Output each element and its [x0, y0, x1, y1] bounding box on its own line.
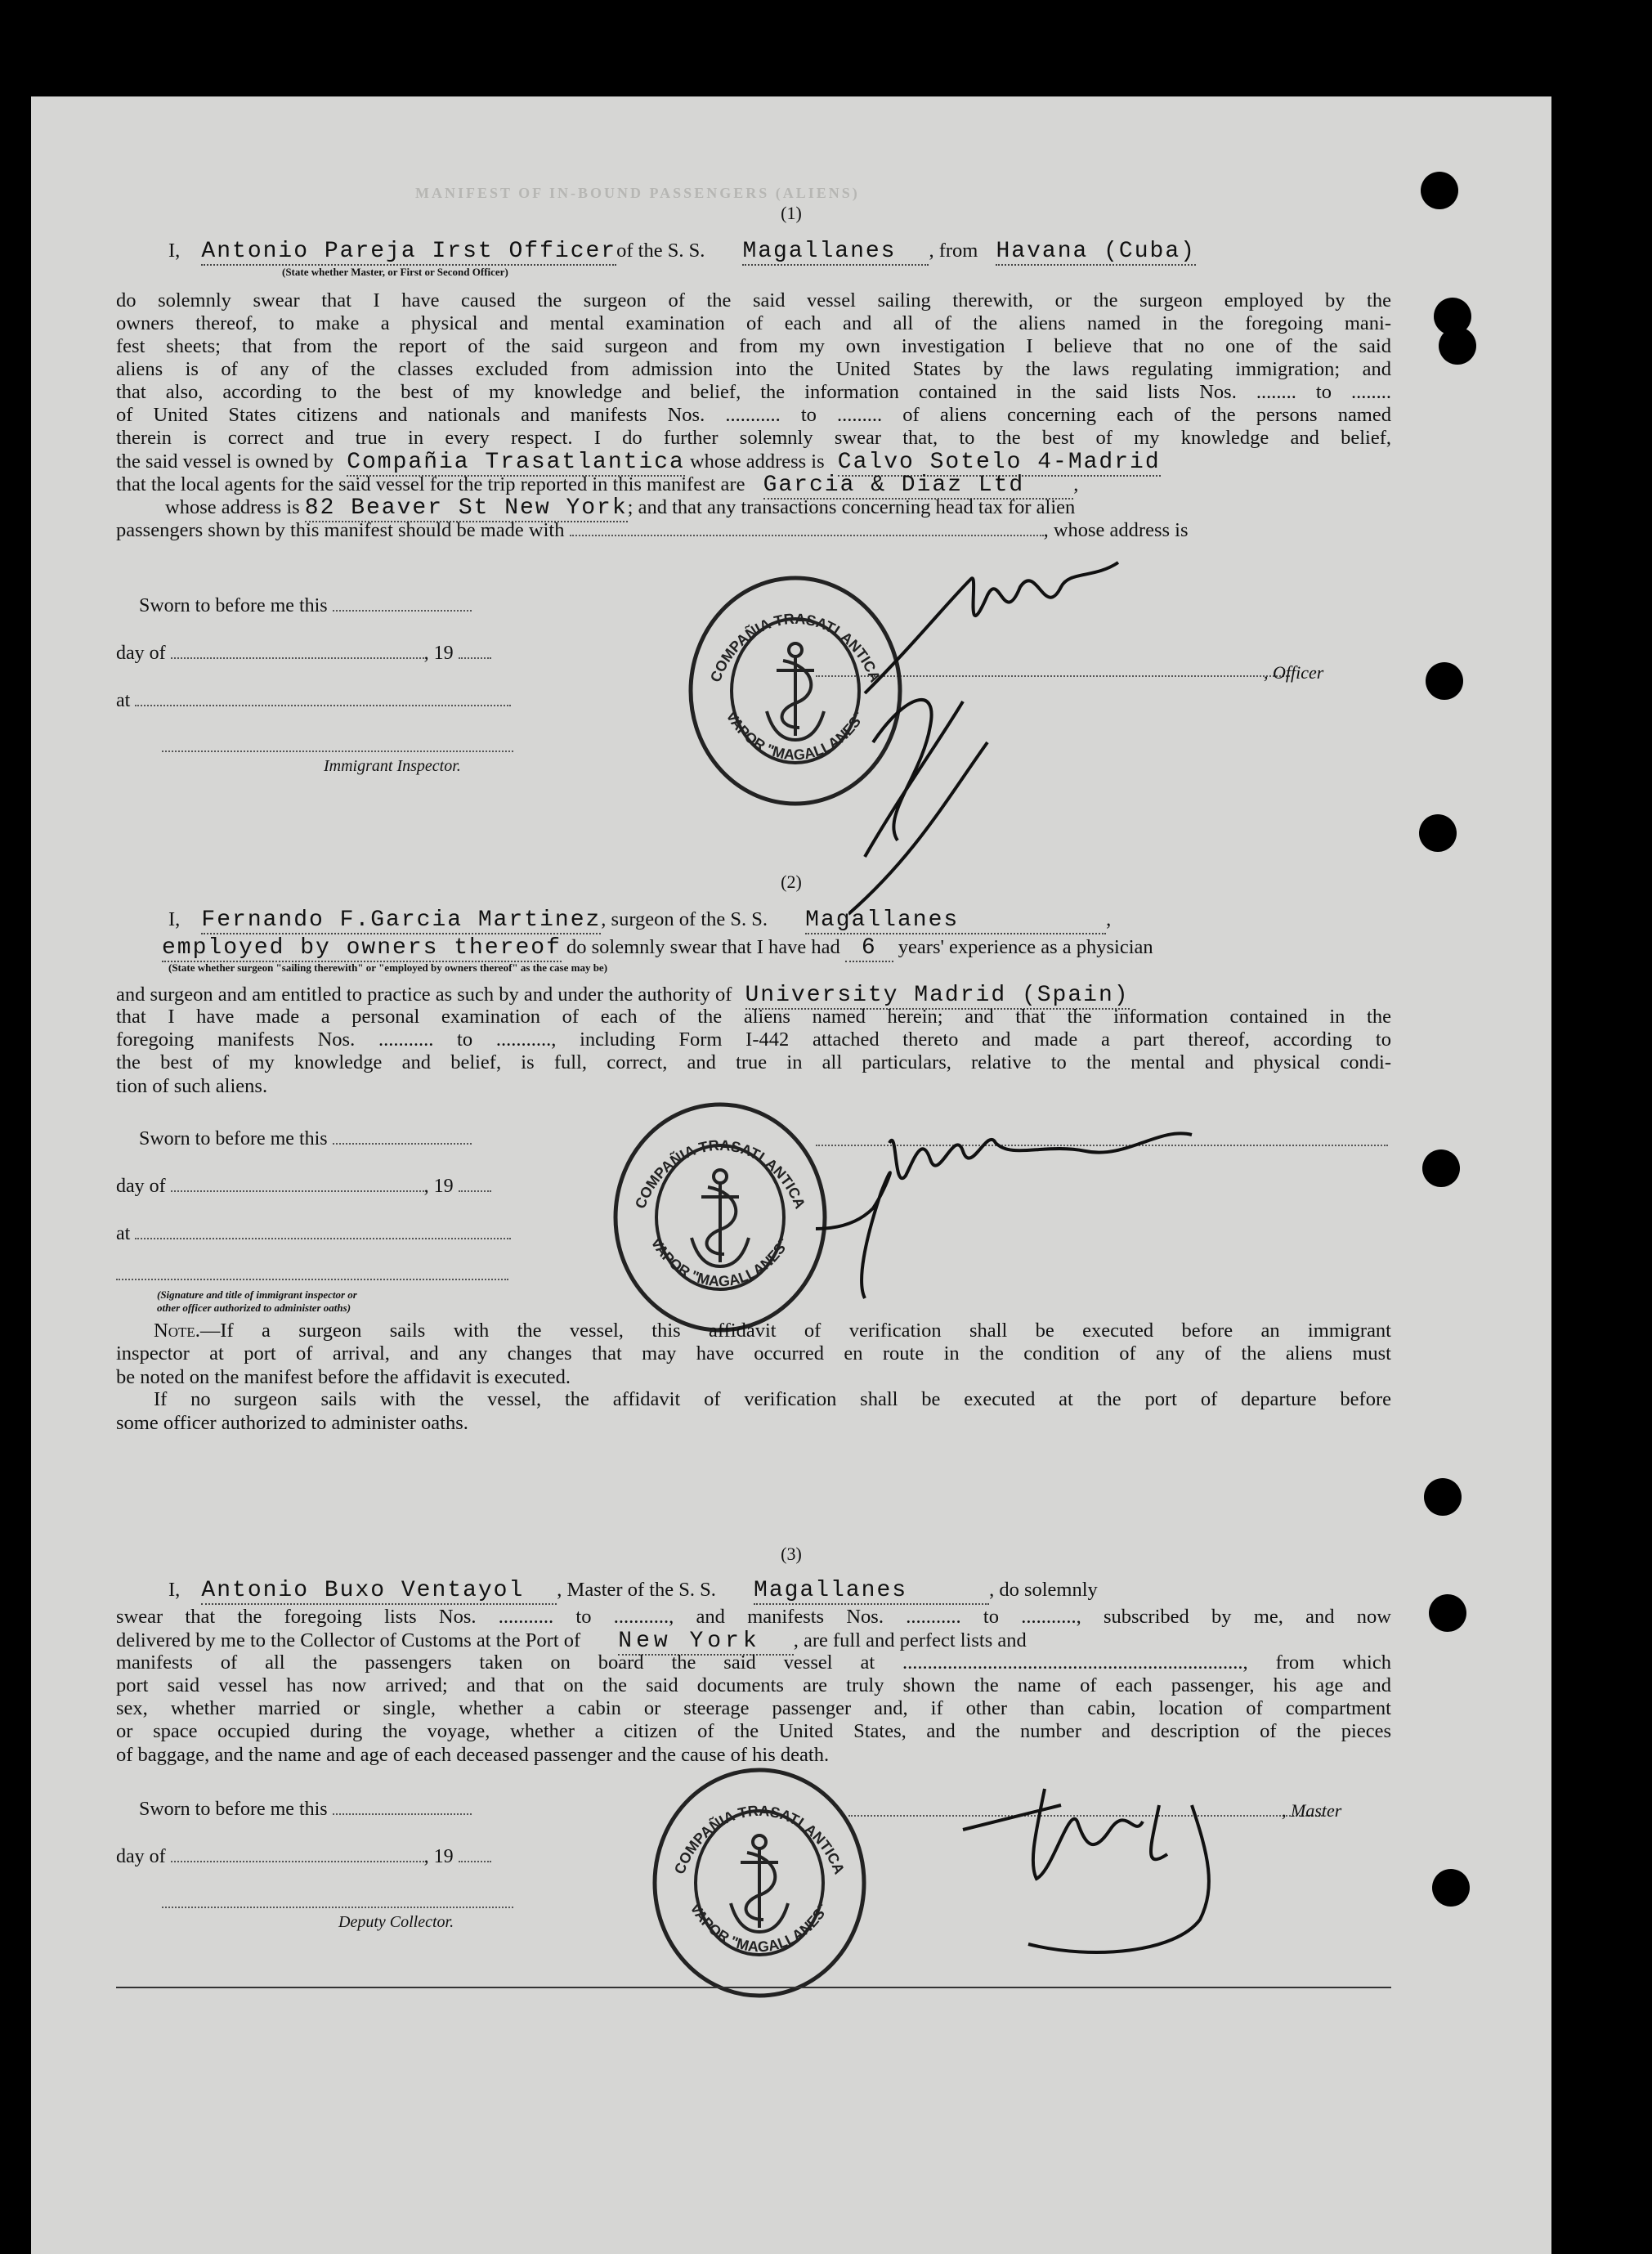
- body-line: port said vessel has now arrived; and that on the said documents are truly shown the name of each passenger, his age and: [116, 1674, 1391, 1696]
- whose-address-label: , whose address is: [1043, 519, 1189, 541]
- at-label: at: [116, 690, 131, 711]
- seal-top-text: COMPAÑIA TRASATLANTICA: [670, 1802, 848, 1877]
- year-label: , 19: [423, 643, 454, 664]
- faint-header-text: MANIFEST OF IN-BOUND PASSENGERS (ALIENS): [415, 185, 860, 201]
- surgeon-name: Fernando F.Garcia Martinez: [201, 907, 602, 933]
- signature-caption-1: (Signature and title of immigrant inspector or: [157, 1288, 357, 1301]
- section-1-header-line: [168, 239, 1196, 264]
- port-post-text: , are full and perfect lists and: [793, 1629, 1027, 1651]
- seal-bottom-text: VAPOR "MAGALLANES": [723, 708, 868, 764]
- punch-hole: [1424, 1478, 1462, 1516]
- master-caption: , Master: [1282, 1800, 1342, 1821]
- day-of-label: day of: [116, 1176, 166, 1197]
- document-page: [31, 96, 1551, 2254]
- sworn-label: Sworn to before me this: [139, 595, 328, 616]
- at-label: at: [116, 1223, 131, 1244]
- owner-line: [116, 450, 1161, 475]
- surgeon-of-label: , surgeon of the S. S.: [601, 908, 768, 930]
- sworn-line: [139, 1799, 472, 1821]
- from-label: , from: [929, 240, 978, 262]
- signature-caption-2: other officer authorized to administer oaths): [157, 1302, 351, 1314]
- section-2-number: (2): [781, 872, 802, 892]
- punch-hole: [1439, 327, 1476, 365]
- officer-name: Antonio Pareja Irst Officer: [201, 239, 617, 264]
- authority: University Madrid (Spain): [745, 983, 1130, 1008]
- note-label: Note.—: [154, 1320, 221, 1342]
- note-line: If no surgeon sails with the vessel, the affidavit of verification shall be executed at the port of departure before: [154, 1388, 1391, 1410]
- body-line: swear that the foregoing lists Nos. ........... to ..........., and manifests Nos. ........... to ..........., subscribed by me, and now: [116, 1606, 1391, 1628]
- inspector-caption: Immigrant Inspector.: [324, 757, 461, 775]
- section-3-number: (3): [781, 1544, 802, 1564]
- body-line: sex, whether married or single, whether a cabin or steerage passenger and, if other than cabin, location of compartment: [116, 1697, 1391, 1719]
- body-line: therein is correct and true in every respect. I do further solemnly swear that, to the best of my knowledge and belief,: [116, 427, 1391, 449]
- head-tax-text: ; and that any transactions concerning head tax for alien: [627, 496, 1076, 518]
- vessel-name: Magallanes: [754, 1578, 989, 1605]
- at-line: [116, 690, 511, 712]
- sworn-label: Sworn to before me this: [139, 1799, 328, 1820]
- agent-address-label: whose address is: [165, 496, 300, 518]
- bottom-rule: [116, 1987, 1391, 1988]
- owner-label: the said vessel is owned by: [116, 450, 334, 473]
- do-solemnly-label: , do solemnly: [989, 1579, 1098, 1601]
- punch-hole: [1426, 662, 1463, 700]
- seal-top-text: COMPAÑIA TRASATLANTICA: [706, 610, 884, 685]
- inspector-signature-line: [162, 749, 513, 752]
- body-line: foregoing manifests Nos. ........... to ..........., including Form I-442 attached thereto and made a part thereof, according to: [116, 1028, 1391, 1051]
- body-line: of baggage, and the name and age of each deceased passenger and the cause of his death.: [116, 1744, 830, 1766]
- i-label: I,: [168, 908, 181, 930]
- note-line: inspector at port of arrival, and any changes that may have occurred en route in the condition of any of the aliens must: [116, 1342, 1391, 1364]
- master-header-line: [168, 1578, 1098, 1603]
- day-of-line: [116, 1846, 491, 1868]
- body-line: do solemnly swear that I have caused the surgeon of the said vessel sailing therewith, or the surgeon employed by the: [116, 289, 1391, 311]
- surgeon-signature: [816, 1094, 1274, 1306]
- agent-address-line: [116, 495, 1075, 521]
- seal-bottom-text: VAPOR "MAGALLANES": [687, 1900, 832, 1956]
- head-tax-label: passengers shown by this manifest should be made with: [116, 519, 565, 541]
- agents-name: Garcia & Diaz Ltd: [763, 473, 1074, 500]
- anchor-icon: [692, 1170, 749, 1266]
- note-line: be noted on the manifest before the affidavit is executed.: [116, 1366, 571, 1388]
- punch-hole: [1432, 1869, 1470, 1907]
- seal-bottom-text: VAPOR "MAGALLANES": [647, 1235, 793, 1290]
- employed-line: [129, 935, 1153, 961]
- of-ss-label: of the S. S.: [616, 240, 705, 262]
- at-line: [116, 1223, 511, 1245]
- master-signature: [947, 1756, 1355, 2001]
- body-line: tion of such aliens.: [116, 1075, 268, 1097]
- punch-hole: [1429, 1594, 1466, 1632]
- body-line: fest sheets; that from the report of the said surgeon and from my own investigation I believe that no one of the said: [116, 335, 1391, 357]
- officer-caption: (State whether Master, or First or Second Officer): [282, 266, 508, 278]
- anchor-icon: [767, 643, 824, 740]
- master-name: Antonio Buxo Ventayol: [201, 1578, 557, 1605]
- body-line: manifests of all the passengers taken on board the said vessel at ...................................................................., from which: [116, 1651, 1391, 1674]
- section-1-number: (1): [781, 203, 802, 223]
- arrival-port: New York: [618, 1629, 793, 1656]
- i-label: I,: [168, 240, 181, 262]
- punch-hole: [1422, 1149, 1460, 1187]
- punch-hole: [1419, 814, 1457, 852]
- port-label: delivered by me to the Collector of Customs at the Port of: [116, 1629, 581, 1651]
- day-of-label: day of: [116, 1846, 166, 1867]
- day-of-line: [116, 1176, 491, 1198]
- body-line: aliens is of any of the classes excluded from admission into the United States by the laws regulating immigration; and: [116, 358, 1391, 380]
- sworn-line: [139, 1128, 472, 1150]
- surgeon-caption: (State whether surgeon "sailing therewith" or "employed by owners thereof" as the case may be): [168, 961, 608, 974]
- employed-status: employed by owners thereof: [162, 935, 562, 961]
- note-text: If a surgeon sails with the vessel, this affidavit of verification shall be executed before an immigrant: [220, 1320, 1391, 1342]
- day-of-line: [116, 643, 491, 665]
- body-line: that I have made a personal examination of each of the aliens named herein; and that the information contained in the: [116, 1006, 1391, 1028]
- agent-address: 82 Beaver St New York: [304, 495, 628, 521]
- ship-seal-stamp: [610, 1099, 830, 1336]
- experience-label: years' experience as a physician: [898, 936, 1153, 958]
- year-label: , 19: [423, 1176, 454, 1197]
- day-of-label: day of: [116, 643, 166, 664]
- owner-address-label: whose address is: [689, 450, 825, 473]
- master-of-label: , Master of the S. S.: [557, 1579, 716, 1601]
- body-line: the best of my knowledge and belief, is full, correct, and true in all particulars, relative to the mental and physical condi-: [116, 1051, 1391, 1073]
- sworn-label: Sworn to before me this: [139, 1128, 328, 1149]
- body-line: of United States citizens and nationals and manifests Nos. ........... to ......... of aliens concerning each of the persons named: [116, 404, 1391, 426]
- inspector-signature-line: [116, 1277, 508, 1280]
- do-swear-label: do solemnly swear that I have had: [566, 936, 840, 958]
- vessel-name: Magallanes: [805, 907, 1106, 934]
- body-line: that also, according to the best of my knowledge and belief, the information contained in the said lists Nos. ........ to ........: [116, 381, 1391, 403]
- i-label: I,: [168, 1579, 181, 1601]
- year-label: , 19: [423, 1846, 454, 1867]
- officer-caption-label: , Officer: [1264, 662, 1324, 683]
- authority-label: and surgeon and am entitled to practice as such by and under the authority of: [116, 984, 732, 1006]
- collector-signature-line: [162, 1905, 513, 1908]
- body-line: owners thereof, to make a physical and mental examination of each and all of the aliens named in the foregoing mani-: [116, 312, 1391, 334]
- owner-address: Calvo Sotelo 4-Madrid: [837, 450, 1161, 475]
- body-line: or space occupied during the voyage, whether a citizen of the United States, and the number and description of the pieces: [116, 1720, 1391, 1742]
- years-experience: 6: [845, 935, 893, 962]
- agents-label: that the local agents for the said vessel for the trip reported in this manifest are: [116, 473, 745, 495]
- ship-seal-stamp: [649, 1764, 870, 2001]
- vessel-name: Magallanes: [742, 239, 929, 266]
- from-port: Havana (Cuba): [996, 239, 1196, 264]
- authority-line: [116, 983, 1130, 1008]
- surgeon-header-line: I, Fernando F.Garcia Martinez, surgeon of the S. S. Magallanes ,: [168, 907, 1112, 933]
- collector-caption: Deputy Collector.: [338, 1913, 454, 1931]
- owner-name: Compañia Trasatlantica: [347, 450, 685, 475]
- port-line: [116, 1629, 1027, 1654]
- anchor-icon: [731, 1835, 788, 1932]
- note-line: some officer authorized to administer oaths.: [116, 1412, 468, 1434]
- seal-top-text: COMPAÑIA TRASATLANTICA: [631, 1136, 809, 1212]
- sworn-line: [139, 595, 472, 617]
- agents-line: that the local agents for the said vessel for the trip reported in this manifest are Garcia & Diaz Ltd ,: [116, 473, 1079, 498]
